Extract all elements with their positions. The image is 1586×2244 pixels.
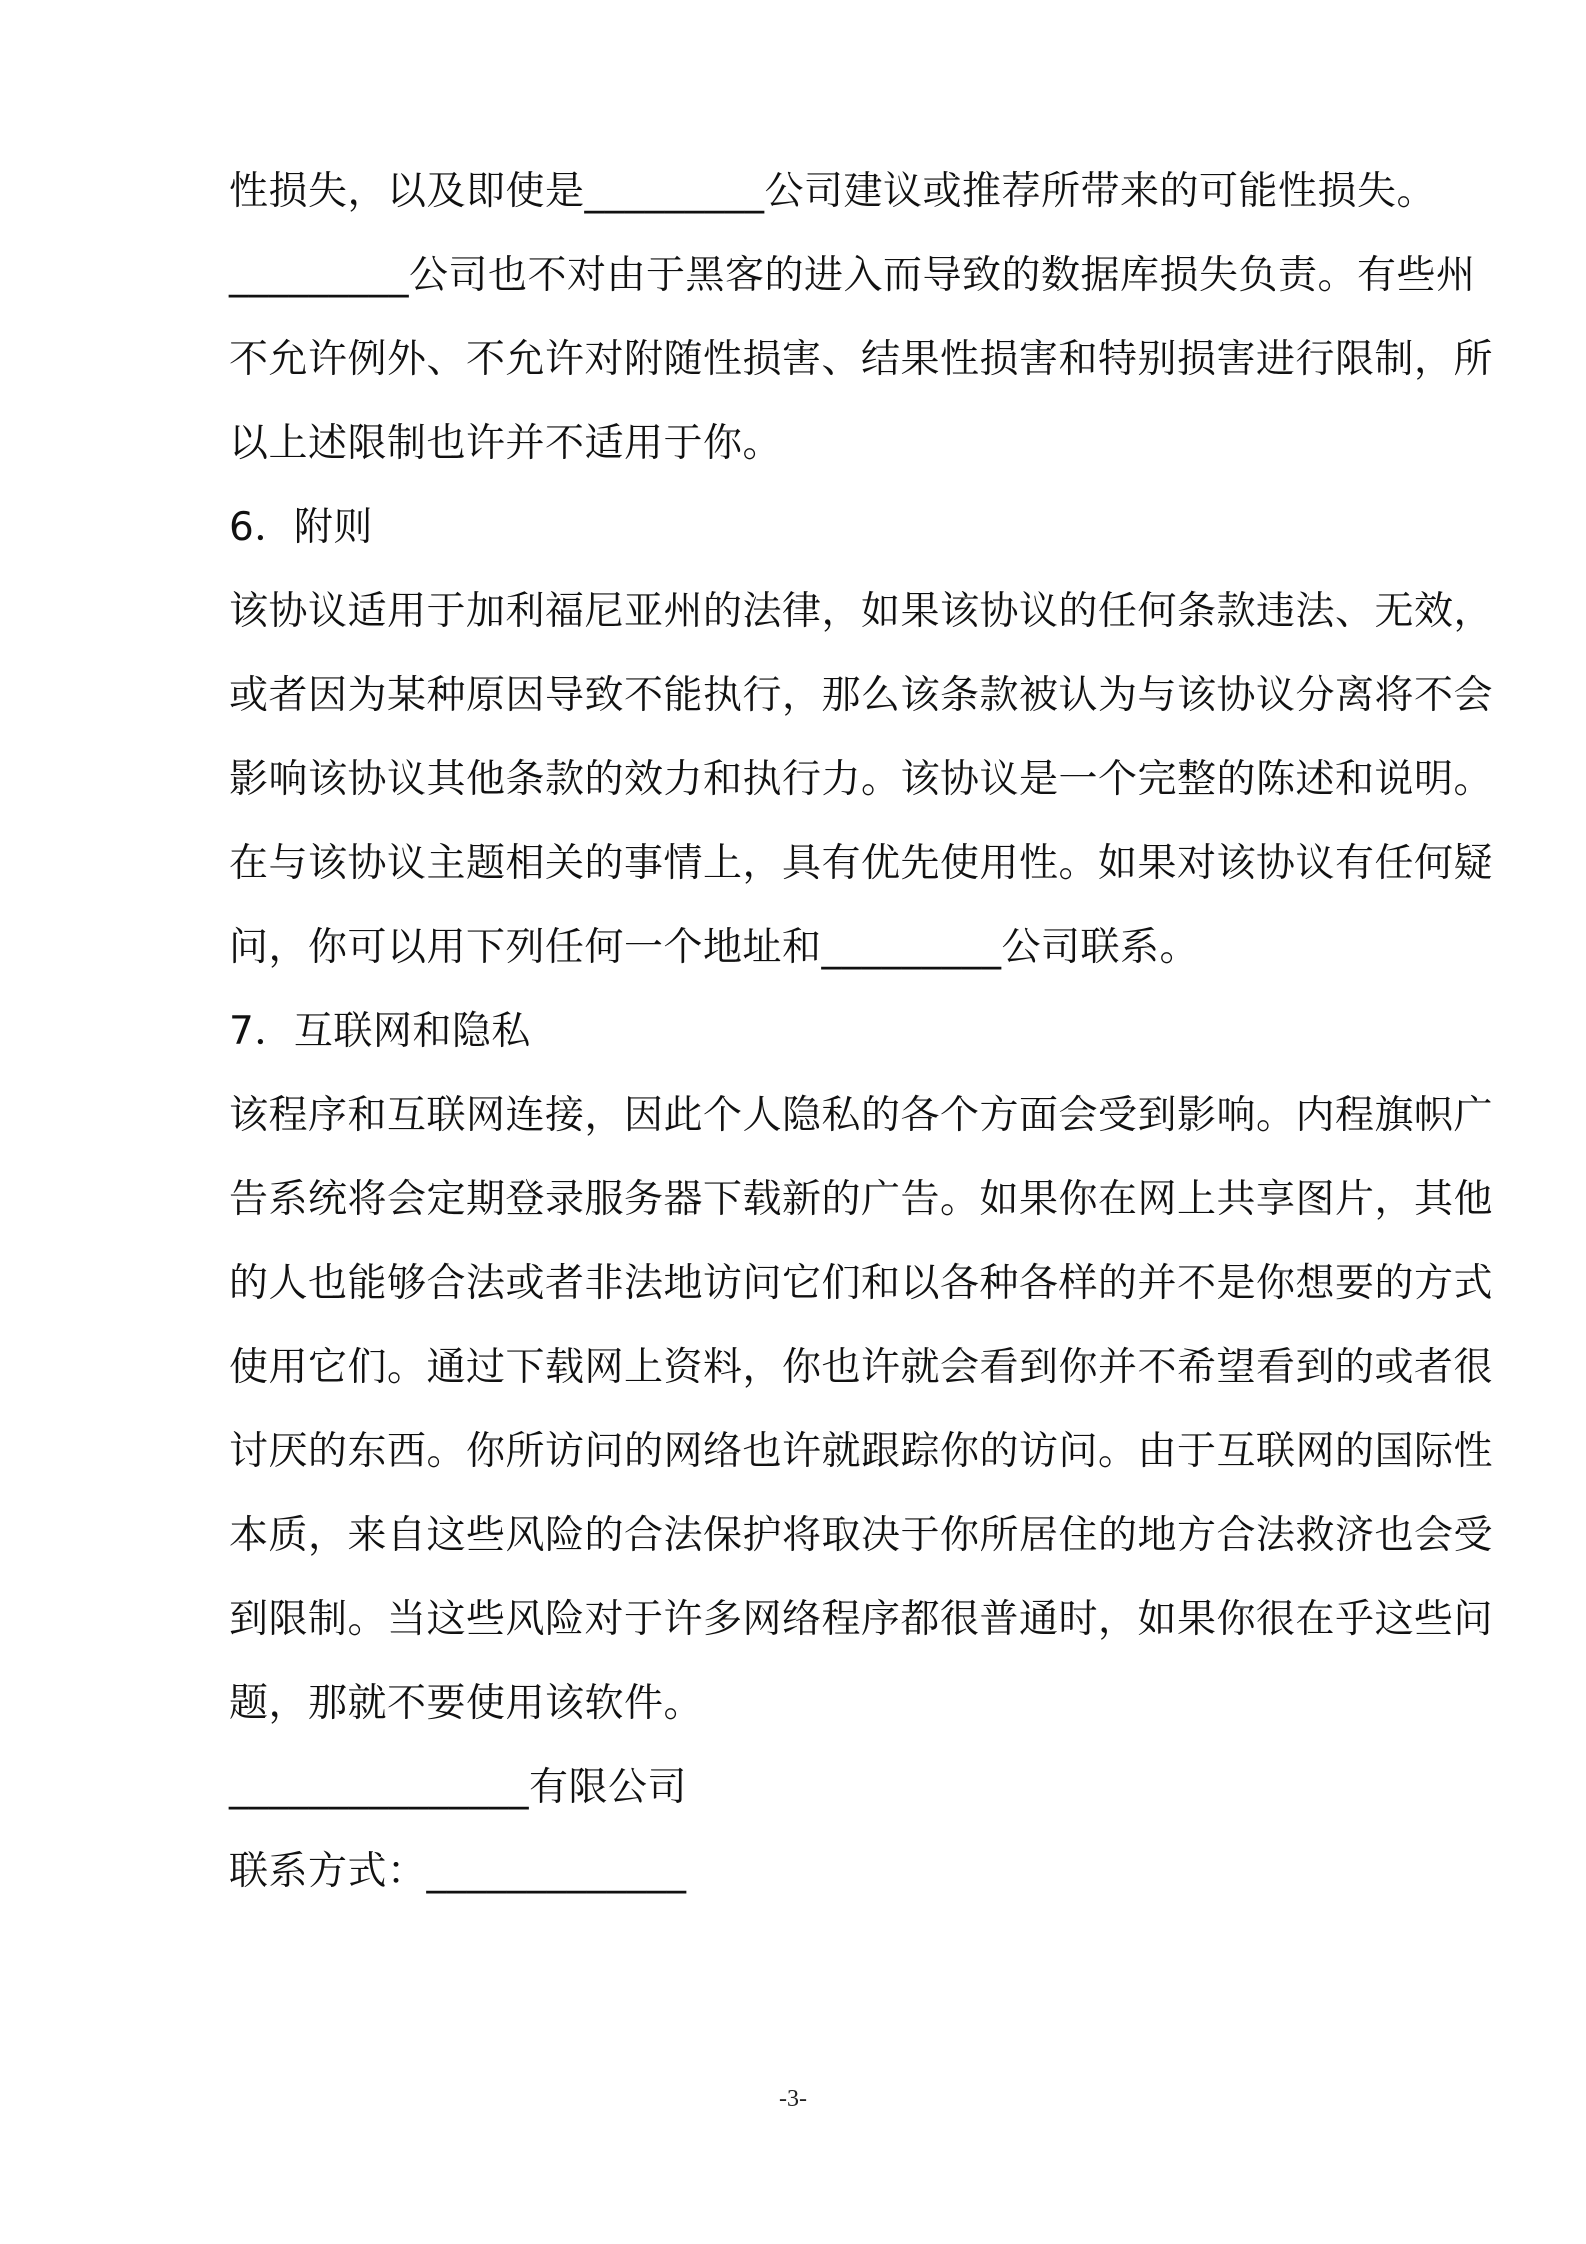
section-6-line: 影响该协议其他条款的效力和执行力。该协议是一个完整的陈述和说明。	[229, 757, 1494, 802]
section-7-line: 的人也能够合法或者非法地访问它们和以各种各样的并不是你想要的方式	[229, 1261, 1494, 1306]
section-7-line: 本质，来自这些风险的合法保护将取决于你所居住的地方合法救济也会受	[229, 1513, 1494, 1558]
section-7-line: 该程序和互联网连接，因此个人隐私的各个方面会受到影响。内程旗帜广	[229, 1093, 1494, 1138]
section-7-line: 讨厌的东西。你所访问的网络也许就跟踪你的访问。由于互联网的国际性	[229, 1429, 1494, 1474]
section-7-line: 使用它们。通过下载网上资料，你也许就会看到你并不希望看到的或者很	[229, 1345, 1494, 1390]
section-6-heading: 6．附则	[229, 505, 373, 550]
section-6-line: 该协议适用于加利福尼亚州的法律，如果该协议的任何条款违法、无效，	[229, 589, 1494, 634]
section-7-heading: 7．互联网和隐私	[229, 1009, 531, 1054]
section-7-line: 告系统将会定期登录服务器下载新的广告。如果你在网上共享图片，其他	[229, 1177, 1494, 1222]
paragraph-line: 以上述限制也许并不适用于你。	[229, 421, 783, 466]
section-6-line: 问，你可以用下列任何一个地址和_________公司联系。	[229, 925, 1200, 970]
paragraph-line: 性损失，以及即使是_________公司建议或推荐所带来的可能性损失。	[229, 169, 1437, 214]
document-body	[229, 150, 1494, 1914]
company-signature-line: _______________有限公司	[229, 1765, 688, 1810]
section-6-line: 或者因为某种原因导致不能执行，那么该条款被认为与该协议分离将不会	[229, 673, 1494, 718]
section-7-line: 到限制。当这些风险对于许多网络程序都很普通时，如果你很在乎这些问	[229, 1597, 1494, 1642]
paragraph-line: 不允许例外、不允许对附随性损害、结果性损害和特别损害进行限制，所	[229, 337, 1494, 382]
page-number: -3-	[779, 2086, 807, 2112]
section-7-line: 题，那就不要使用该软件。	[229, 1681, 704, 1726]
section-6-line: 在与该协议主题相关的事情上，具有优先使用性。如果对该协议有任何疑	[229, 841, 1494, 886]
paragraph-line: _________公司也不对由于黑客的进入而导致的数据库损失负责。有些州	[229, 253, 1476, 298]
contact-info-line: 联系方式：_____________	[229, 1849, 687, 1894]
